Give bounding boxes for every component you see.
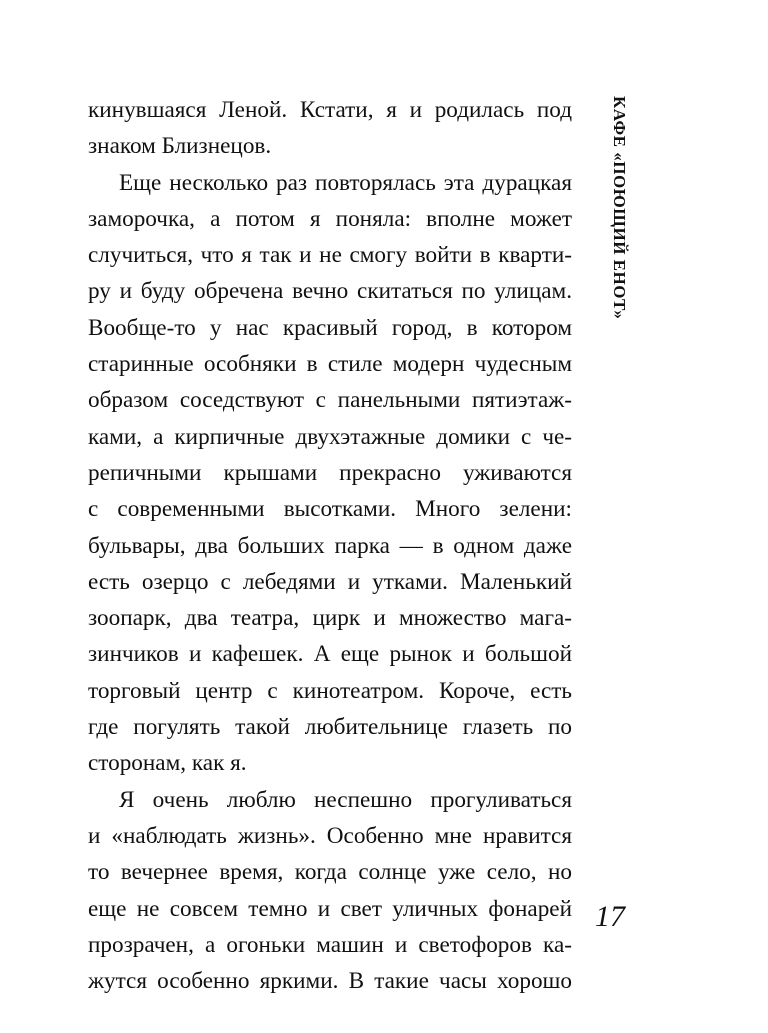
text-line: зинчиков и кафешек. А еще рынок и большой bbox=[88, 641, 572, 668]
text-line: репичными крышами прекрасно уживаются bbox=[88, 459, 572, 486]
text-line: торговый центр с кинотеатром. Короче, есть bbox=[88, 677, 572, 704]
running-head: КАФЕ «ПОЮЩИЙ ЕНОТ» bbox=[610, 96, 629, 320]
text-line: бульвары, два больших парка — в одном даже bbox=[88, 532, 572, 559]
text-line: случиться, что я так и не смогу войти в кварти- bbox=[88, 242, 572, 269]
text-line: ками, а кирпичные двухэтажные домики с че- bbox=[88, 423, 572, 450]
text-line: ру и буду обречена вечно скитаться по улицам. bbox=[88, 278, 572, 305]
text-line: образом соседствуют с панельными пятиэтаж- bbox=[88, 387, 572, 414]
text-line: кинувшаяся Леной. Кстати, я и родилась под bbox=[88, 97, 572, 123]
text-line: сторонам, как я. bbox=[88, 750, 247, 777]
text-line: жутся особенно яркими. В такие часы хорошо bbox=[88, 968, 572, 995]
text-line: Еще несколько раз повторялась эта дурацкая bbox=[119, 169, 572, 196]
text-line: то вечернее время, когда солнце уже село, но bbox=[88, 859, 572, 886]
text-line: есть озерцо с лебедями и утками. Маленький bbox=[88, 568, 572, 595]
text-line: старинные особняки в стиле модерн чудесным bbox=[88, 351, 572, 378]
text-line: зоопарк, два театра, цирк и множество мага- bbox=[88, 605, 572, 632]
text-line: еще не совсем темно и свет уличных фонарей bbox=[88, 895, 572, 922]
text-line: где погулять такой любительнице глазеть по bbox=[88, 714, 572, 741]
text-line: Я очень люблю неспешно прогуливаться bbox=[119, 786, 572, 813]
text-line: прозрачен, а огоньки машин и светофоров ка- bbox=[88, 931, 572, 958]
body-text bbox=[88, 92, 572, 999]
page-number: 17 bbox=[595, 900, 625, 933]
text-line: Вообще-то у нас красивый город, в котором bbox=[88, 314, 572, 341]
text-line: с современными высотками. Много зелени: bbox=[88, 496, 572, 523]
text-line: и «наблюдать жизнь». Особенно мне нравится bbox=[88, 822, 572, 849]
text-line: заморочка, а потом я поняла: вполне может bbox=[88, 205, 572, 232]
text-line: знаком Близнецов. bbox=[88, 133, 272, 160]
